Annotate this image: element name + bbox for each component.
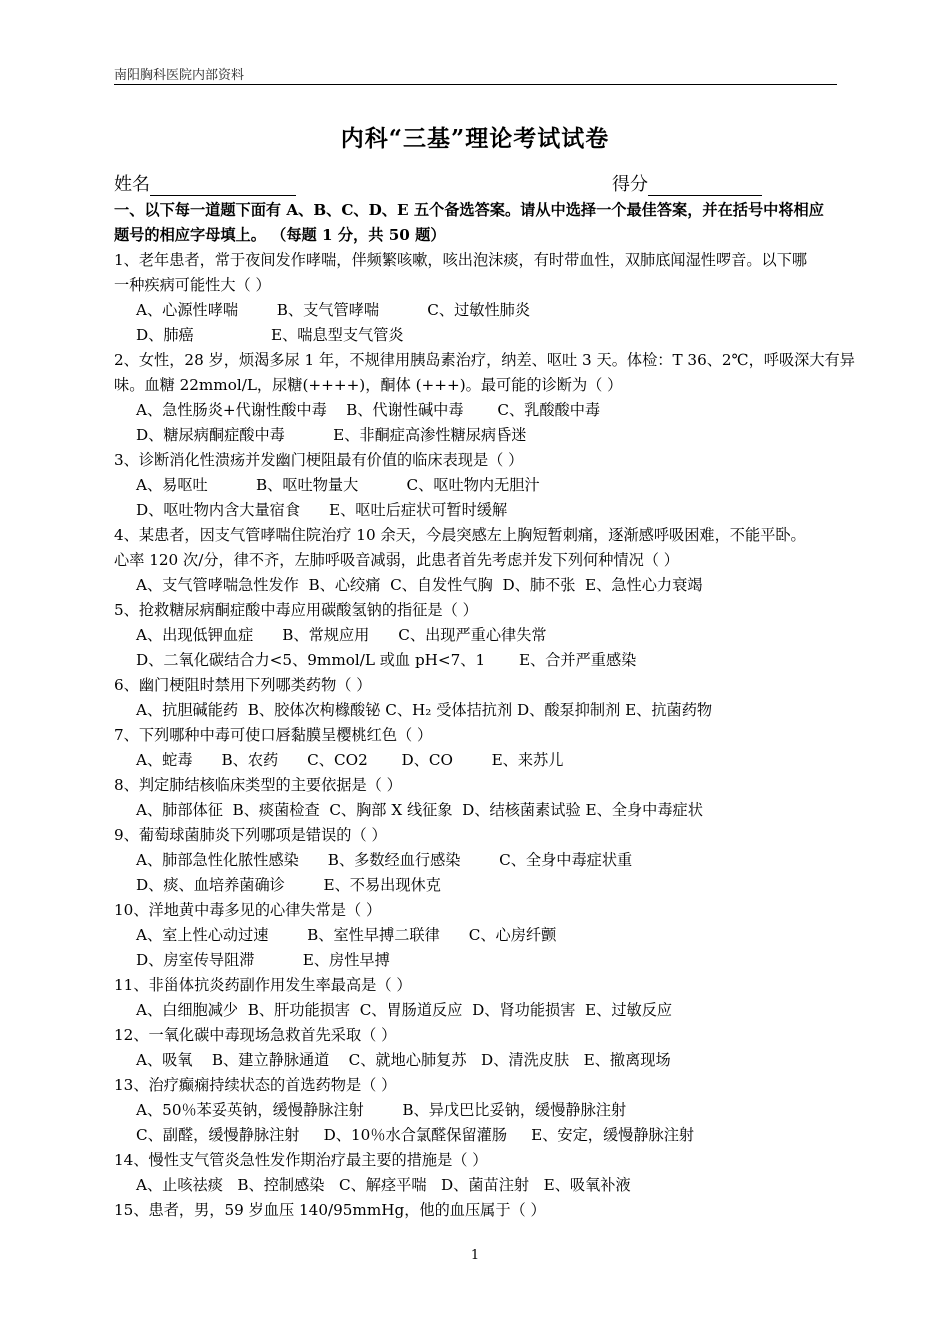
question-item: [114, 1198, 837, 1223]
question-options-line: A、50％苯妥英钠，缓慢静脉注射 B、异戊巴比妥钠，缓慢静脉注射: [136, 1101, 627, 1119]
question-options-line: D、痰、血培养菌确诊 E、不易出现休克: [136, 876, 441, 894]
question-stem-line: 一种疾病可能性大（ ）: [114, 276, 271, 294]
question-stem-line: 味。血糖 22mmol/L，尿糖(++++)，酮体 (+++)。最可能的诊断为（ ）: [114, 376, 623, 394]
question-options-line: A、出现低钾血症 B、常规应用 C、出现严重心律失常: [136, 626, 547, 644]
question-options-line: A、吸氧 B、建立静脉通道 C、就地心肺复苏 D、清洗皮肤 E、撤离现场: [136, 1051, 671, 1069]
name-label: 姓名: [114, 174, 150, 195]
question-item: [114, 1148, 837, 1198]
question-options-line: A、蛇毒 B、农药 C、CO2 D、CO E、来苏儿: [136, 751, 564, 769]
header-org-text: 南阳胸科医院内部资料: [114, 68, 245, 83]
question-item: [114, 1023, 837, 1073]
question-options-line: A、易呕吐 B、呕吐物量大 C、呕吐物内无胆汁: [136, 476, 540, 494]
question-stem-line: 7、下列哪种中毒可使口唇黏膜呈樱桃红色（ ）: [114, 726, 433, 744]
question-options-line: A、抗胆碱能药 B、胶体次枸橼酸铋 C、H₂ 受体拮抗剂 D、酸泵抑制剂 E、抗菌药物: [136, 701, 713, 719]
question-stem-line: 10、洋地黄中毒多见的心律失常是（ ）: [114, 901, 382, 919]
score-label: 得分: [612, 174, 648, 195]
question-item: [114, 723, 837, 773]
question-options-line: C、副醛，缓慢静脉注射 D、10％水合氯醛保留灌肠 E、安定，缓慢静脉注射: [136, 1126, 695, 1144]
question-item: [114, 523, 837, 598]
question-stem-line: 1、老年患者，常于夜间发作哮喘，伴频繁咳嗽，咳出泡沫痰，有时带血性，双肺底闻湿性啰音。以下哪: [114, 251, 808, 269]
question-item: [114, 898, 837, 973]
name-field: [114, 170, 296, 196]
section-instruction-line-1: 一、以下每一道题下面有 A、B、C、D、E 五个备选答案。请从中选择一个最佳答案，并在括号中将相应: [114, 201, 824, 219]
info-row: [114, 170, 837, 196]
question-list: [114, 248, 855, 1223]
question-item: [114, 773, 837, 823]
question-stem-line: 心率 120 次/分，律不齐，左肺呼吸音减弱，此患者首先考虑并发下列何种情况（ ）: [114, 551, 679, 569]
question-options-line: A、心源性哮喘 B、支气管哮喘 C、过敏性肺炎: [136, 301, 531, 319]
page-number: 1: [470, 1248, 480, 1263]
question-options-line: A、白细胞减少 B、肝功能损害 C、胃肠道反应 D、肾功能损害 E、过敏反应: [136, 1001, 673, 1019]
question-stem-line: 12、一氧化碳中毒现场急救首先采取（ ）: [114, 1026, 397, 1044]
score-field: [612, 170, 762, 196]
question-options-line: D、二氧化碳结合力<5、9mmol/L 或血 pH<7、1 E、合并严重感染: [136, 651, 637, 669]
question-options-line: D、肺癌 E、喘息型支气管炎: [136, 326, 404, 344]
question-stem-line: 3、诊断消化性溃疡并发幽门梗阻最有价值的临床表现是（ ）: [114, 451, 524, 469]
question-options-line: A、支气管哮喘急性发作 B、心绞痛 C、自发性气胸 D、肺不张 E、急性心力衰竭: [136, 576, 703, 594]
question-options-line: A、急性肠炎+代谢性酸中毒 B、代谢性碱中毒 C、乳酸酸中毒: [136, 401, 601, 419]
question-stem-line: 8、判定肺结核临床类型的主要依据是（ ）: [114, 776, 402, 794]
question-item: [114, 823, 837, 898]
question-options-line: A、肺部急性化脓性感染 B、多数经血行感染 C、全身中毒症状重: [136, 851, 633, 869]
score-blank: [648, 177, 762, 196]
question-stem-line: 6、幽门梗阻时禁用下列哪类药物（ ）: [114, 676, 372, 694]
section-instruction-line-2: 题号的相应字母填上。 （每题 1 分，共 50 题）: [114, 226, 446, 244]
question-stem-line: 11、非甾体抗炎药副作用发生率最高是（ ）: [114, 976, 412, 994]
question-item: [114, 673, 837, 723]
question-options-line: D、糖尿病酮症酸中毒 E、非酮症高渗性糖尿病昏迷: [136, 426, 527, 444]
question-stem-line: 15、患者，男，59 岁血压 140/95mmHg，他的血压属于（ ）: [114, 1201, 546, 1219]
question-item: [114, 598, 837, 673]
question-options-line: A、室上性心动过速 B、室性早搏二联律 C、心房纤颤: [136, 926, 557, 944]
question-item: [114, 248, 837, 348]
question-stem-line: 9、葡萄球菌肺炎下列哪项是错误的（ ）: [114, 826, 387, 844]
question-options-line: D、呕吐物内含大量宿食 E、呕吐后症状可暂时缓解: [136, 501, 508, 519]
question-stem-line: 2、女性，28 岁，烦渴多尿 1 年，不规律用胰岛素治疗，纳差、呕吐 3 天。体检：T 36、2℃，呼吸深大有异: [114, 351, 855, 369]
question-item: [114, 348, 855, 448]
question-stem-line: 5、抢救糖尿病酮症酸中毒应用碳酸氢钠的指征是（ ）: [114, 601, 478, 619]
question-stem-line: 14、慢性支气管炎急性发作期治疗最主要的措施是（ ）: [114, 1151, 488, 1169]
question-options-line: A、止咳祛痰 B、控制感染 C、解痉平喘 D、菌苗注射 E、吸氧补液: [136, 1176, 631, 1194]
question-item: [114, 1073, 837, 1148]
questions-body: [114, 198, 855, 1223]
question-options-line: A、肺部体征 B、痰菌检查 C、胸部 X 线征象 D、结核菌素试验 E、全身中毒症状: [136, 801, 703, 819]
question-options-line: D、房室传导阻滞 E、房性早搏: [136, 951, 390, 969]
question-item: [114, 448, 837, 523]
question-stem-line: 13、治疗癫痫持续状态的首选药物是（ ）: [114, 1076, 397, 1094]
name-blank: [150, 177, 296, 196]
exam-title: 内科“三基”理论考试试卷: [340, 125, 610, 152]
question-item: [114, 973, 837, 1023]
header-rule: [114, 84, 837, 85]
question-stem-line: 4、某患者，因支气管哮喘住院治疗 10 余天，今晨突感左上胸短暂刺痛，逐渐感呼吸困难，不能平卧。: [114, 526, 806, 544]
